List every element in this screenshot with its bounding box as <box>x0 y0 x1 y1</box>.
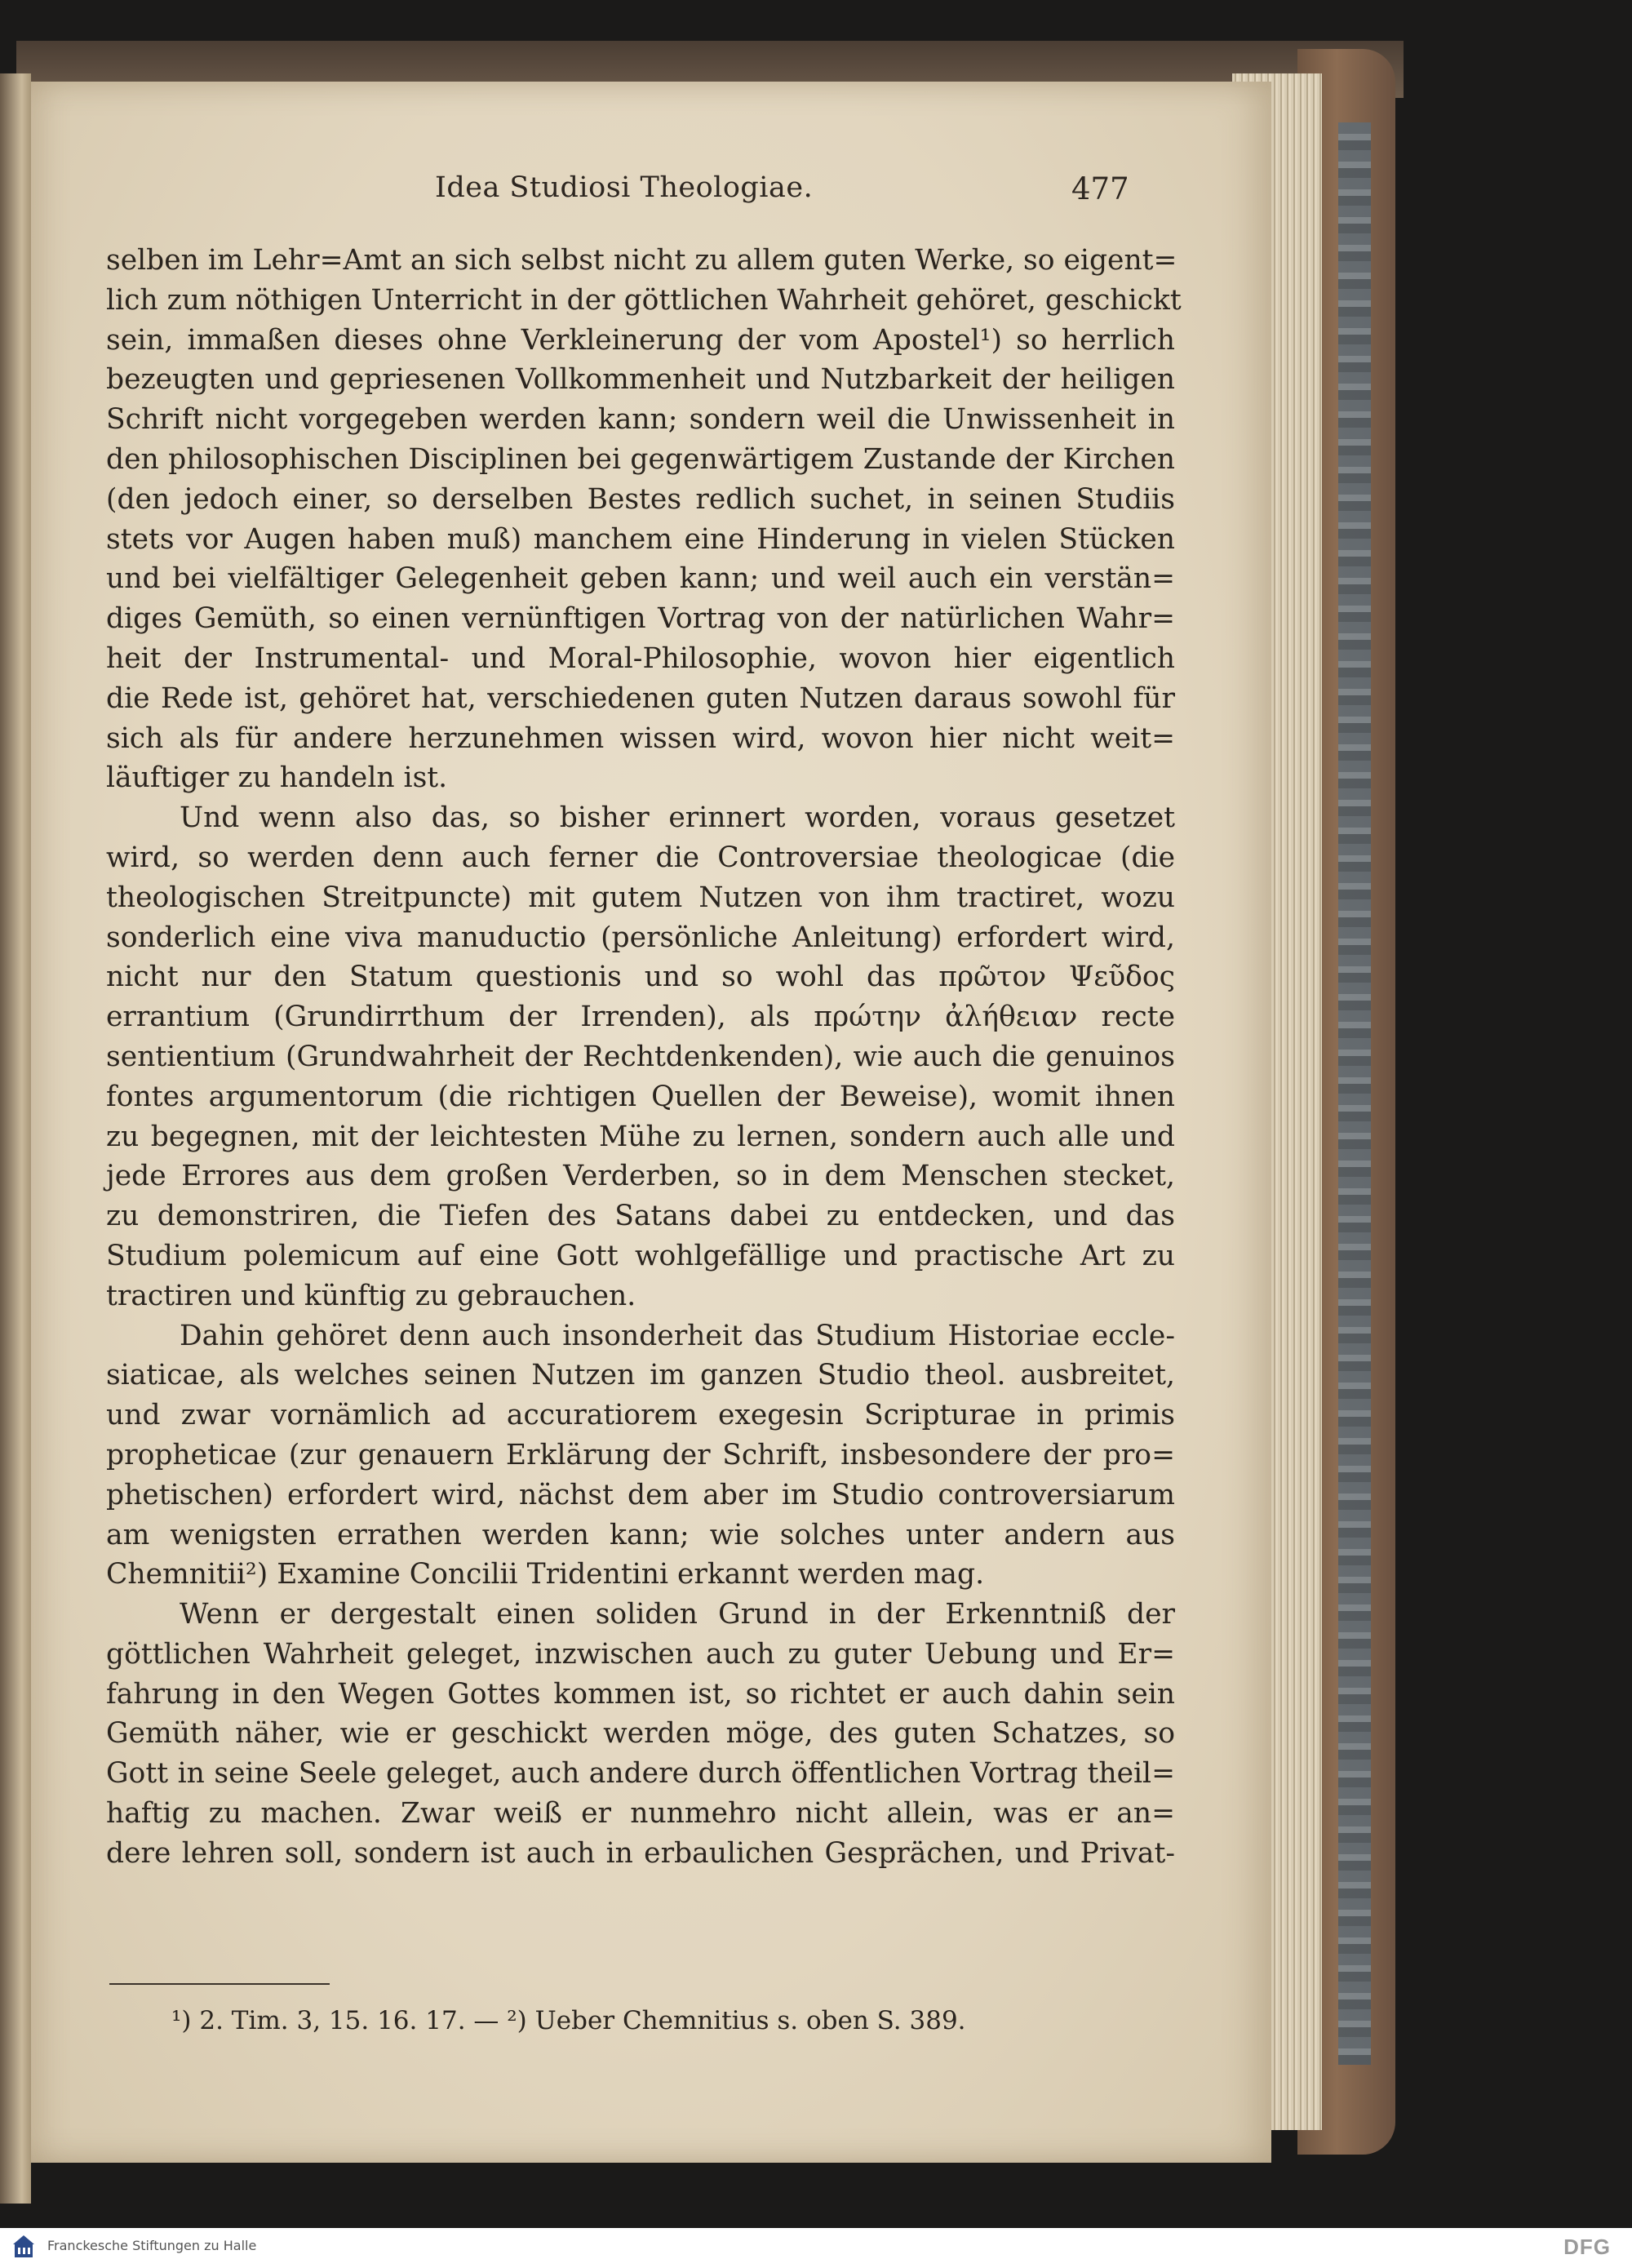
text-line: und bei vielfältiger Gelegenheit geben kann; und weil auch ein verstän= <box>106 562 1175 596</box>
text-line: diges Gemüth, so einen vernünftigen Vortrag von der natürlichen Wahr= <box>106 602 1175 636</box>
text-line: sich als für andere herzunehmen wissen wird, wovon hier nicht weit= <box>106 721 1175 755</box>
viewer-footer <box>0 2228 1632 2268</box>
text-line: wird, so werden denn auch ferner die Controversiae theologicae (die <box>106 841 1175 874</box>
institution-name: Franckesche Stiftungen zu Halle <box>47 2238 257 2253</box>
text-line: theologischen Streitpuncte) mit gutem Nutzen von ihm tractiret, wozu <box>106 881 1175 914</box>
text-line: fahrung in den Wegen Gottes kommen ist, so richtet er auch dahin sein <box>106 1677 1175 1711</box>
text-line: haftig zu machen. Zwar weiß er nunmehro nicht allein, was er an= <box>106 1797 1175 1831</box>
text-line: sonderlich eine viva manuductio (persönliche Anleitung) erfordert wird, <box>106 921 1175 954</box>
text-line: heit der Instrumental- und Moral-Philosophie, wovon hier eigentlich <box>106 641 1175 675</box>
text-line: siaticae, als welches seinen Nutzen im ganzen Studio theol. ausbreitet, <box>106 1359 1175 1392</box>
text-line: zu demonstriren, die Tiefen des Satans dabei zu entdecken, und das <box>106 1200 1175 1233</box>
text-line: bezeugten und gepriesenen Vollkommenheit und Nutzbarkeit der heiligen <box>106 363 1175 397</box>
footnote: ¹) 2. Tim. 3, 15. 16. 17. — ²) Ueber Chemnitius s. oben S. 389. <box>171 2006 966 2035</box>
text-line: lich zum nöthigen Unterricht in der göttlichen Wahrheit gehöret, geschickt <box>106 283 1182 317</box>
text-line: dere lehren soll, sondern ist auch in erbaulichen Gesprächen, und Privat- <box>106 1836 1175 1870</box>
text-line: sein, immaßen dieses ohne Verkleinerung der vom Apostel¹) so herrlich <box>106 323 1175 357</box>
text-line: Wenn er dergestalt einen soliden Grund in der Erkenntniß der <box>180 1598 1175 1631</box>
text-line: Chemnitii²) Examine Concilii Tridentini erkannt werden mag. <box>106 1558 985 1591</box>
text-line: den philosophischen Disciplinen bei gegenwärtigem Zustande der Kirchen <box>106 442 1175 476</box>
text-line: selben im Lehr=Amt an sich selbst nicht zu allem guten Werke, so eigent= <box>106 244 1177 277</box>
text-line: tractiren und künftig zu gebrauchen. <box>106 1279 636 1312</box>
text-line: fontes argumentorum (die richtigen Quellen der Beweise), womit ihnen <box>106 1080 1175 1113</box>
text-line: Dahin gehöret denn auch insonderheit das Studium Historiae eccle- <box>180 1319 1175 1352</box>
text-line: die Rede ist, gehöret hat, verschiedenen guten Nutzen daraus sowohl für <box>106 681 1175 715</box>
running-title: Idea Studiosi Theologiae. <box>435 171 814 204</box>
text-line: und zwar vornämlich ad accuratiorem exegesin Scripturae in primis <box>106 1399 1175 1432</box>
book-page <box>31 82 1271 2163</box>
text-line: stets vor Augen haben muß) manchem eine Hinderung in vielen Stücken <box>106 522 1175 556</box>
footnote-separator <box>109 1983 330 1985</box>
text-line: jede Errores aus dem großen Verderben, so in dem Menschen stecket, <box>106 1160 1175 1193</box>
text-line: Und wenn also das, so bisher erinnert worden, voraus gesetzet <box>180 801 1175 835</box>
text-line: zu begegnen, mit der leichtesten Mühe zu lernen, sondern auch alle und <box>106 1120 1175 1153</box>
text-line: läuftiger zu handeln ist. <box>106 761 448 795</box>
text-line: Studium polemicum auf eine Gott wohlgefällige und practische Art zu <box>106 1239 1175 1272</box>
text-line: (den jedoch einer, so derselben Bestes redlich suchet, in seinen Studiis <box>106 482 1175 516</box>
book-spine-marbled-strip <box>1338 122 1371 2065</box>
text-line: göttlichen Wahrheit geleget, inzwischen auch zu guter Uebung und Er= <box>106 1637 1175 1671</box>
text-line: Gott in seine Seele geleget, auch andere durch öffentlichen Vortrag theil= <box>106 1757 1175 1791</box>
text-line: propheticae (zur genauern Erklärung der Schrift, insbesondere der pro= <box>106 1438 1175 1471</box>
left-page-edge <box>0 73 31 2204</box>
text-line: Gemüth näher, wie er geschickt werden möge, des guten Schatzes, so <box>106 1717 1175 1751</box>
dfg-logo: DFG <box>1563 2235 1611 2259</box>
text-line: Schrift nicht vorgegeben werden kann; sondern weil die Unwissenheit in <box>106 403 1175 437</box>
institution-logo-icon <box>11 2233 36 2262</box>
text-line: sentientium (Grundwahrheit der Rechtdenkenden), wie auch die genuinos <box>106 1040 1175 1073</box>
body-text <box>106 241 1182 1874</box>
text-line: am wenigsten errathen werden kann; wie solches unter andern aus <box>106 1518 1175 1551</box>
text-line: phetischen) erfordert wird, nächst dem aber im Studio controversiarum <box>106 1478 1175 1511</box>
text-line: errantium (Grundirrthum der Irrenden), als πρώτην ἀλήθειαν recte <box>106 1001 1175 1034</box>
page-number: 477 <box>1071 171 1129 206</box>
text-line: nicht nur den Statum questionis und so wohl das πρῶτον Ψεῦδος <box>106 961 1175 994</box>
